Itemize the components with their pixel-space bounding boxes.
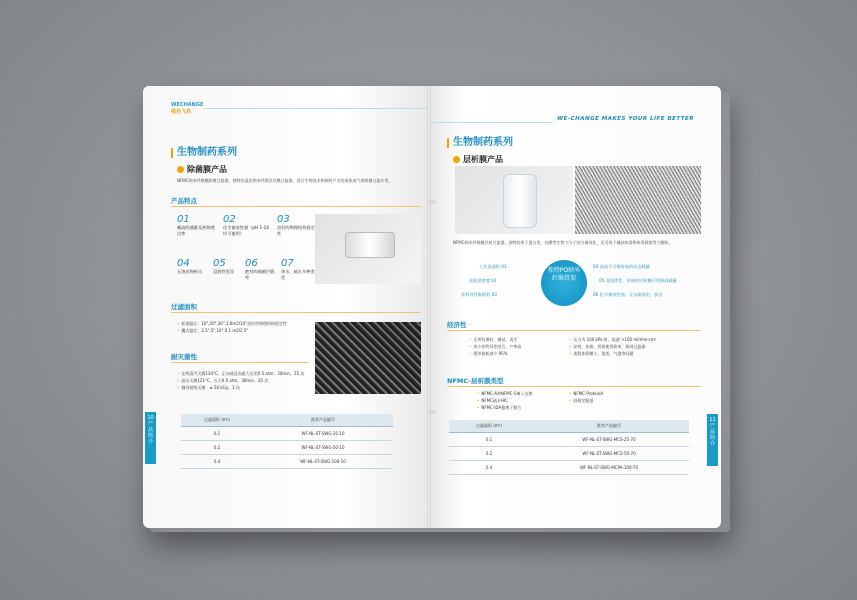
types-rule xyxy=(447,386,701,387)
table-header: 过滤面积 (m²) xyxy=(181,414,253,427)
table-row xyxy=(181,427,393,441)
feature-number: 03 xyxy=(277,214,290,225)
sterilization-item: • 在线蒸汽灭菌134°C，正向或反向最大压差0.5 atm，20min，25 次 xyxy=(177,370,317,377)
table-cell: WF-NL-ST-SWG-MCS-50-70 xyxy=(529,447,689,461)
feature-text: 化学兼容性强（pH 1-14均可使用） xyxy=(223,225,269,236)
sterilization-item: • 高压灭菌121°C，压力0.0 atm，30min，25 次 xyxy=(177,377,317,384)
feature-label: 高配基密度 02 xyxy=(469,278,497,283)
type-item: • 固相定配基 xyxy=(569,397,669,404)
area-item: • 标准滤芯：10",20",30",1.0m2/10"良好的物理结构稳定性 xyxy=(177,320,313,327)
table-header-row xyxy=(449,420,689,433)
type-item: • NFMC疏水HIC xyxy=(477,397,567,404)
page-tab xyxy=(145,412,156,464)
feature-text: 颇高的通量及药物透过率 xyxy=(177,225,215,236)
feature-number: 06 xyxy=(245,258,258,269)
slogan: WE-CHANGE MAKES YOUR LIFE BETTER xyxy=(557,116,695,122)
types-list-left xyxy=(477,390,567,411)
sterilization-title: 耐灭菌性 xyxy=(171,353,197,361)
center-label: 独特PO纳米纤维骨架 xyxy=(547,267,581,282)
table-cell: 0.1 xyxy=(181,427,253,441)
types-title: NFMC-层析膜类型 xyxy=(447,377,504,385)
spine xyxy=(427,86,431,528)
table-header: 过滤面积 (m²) xyxy=(449,420,529,433)
feature-item xyxy=(277,214,315,237)
table-row xyxy=(181,441,393,455)
features-rule xyxy=(171,206,421,207)
feature-number: 05 xyxy=(213,258,226,269)
feature-label: 06 化学兼容性强，无杂质溶出，析出 xyxy=(593,292,663,297)
feature-number: 02 xyxy=(223,214,236,225)
table-header-row xyxy=(181,414,393,427)
capsule-shape xyxy=(345,232,395,258)
table-row xyxy=(449,447,689,461)
intro-text: NFMC纳米纤维膜层析过滤器，独特的用于蛋白类，抗酸等生物大分子的分离纯化，还可用于捕获病毒和病毒载体等大颗粒。 xyxy=(453,240,673,245)
economy-item: • 无须装填柱，测试，再生 xyxy=(469,336,579,343)
dot-icon xyxy=(453,156,460,163)
economy-list-left xyxy=(469,336,579,357)
left-page xyxy=(143,86,429,528)
table-row xyxy=(449,433,689,447)
product-title xyxy=(453,154,503,165)
feature-label: 大比表面积 01 xyxy=(479,264,507,269)
header-rule xyxy=(429,122,553,123)
economy-item: • 缓冲液耗减少 95% xyxy=(469,350,579,357)
features-diagram xyxy=(449,256,709,308)
features-title: 产品特点 xyxy=(171,197,197,205)
membrane-capsule-image xyxy=(455,166,573,234)
feature-item xyxy=(223,214,269,237)
economy-item: • 压力为 100 kPa 时，流速 >100 ml/min·cm² xyxy=(569,336,705,343)
product-table xyxy=(449,420,689,475)
feature-label: 04 高流下可保持高的动态载量 xyxy=(593,264,650,269)
page-tab xyxy=(707,414,718,466)
page-number: 10 xyxy=(147,415,154,421)
product-table xyxy=(181,414,393,469)
table-header: 推荐产品编号 xyxy=(529,420,689,433)
table-header: 推荐产品编号 xyxy=(253,414,393,427)
page-number: 11 xyxy=(709,417,716,423)
table-cell: WF-NL-ST-SWG-50-10 xyxy=(253,441,393,455)
feature-number: 01 xyxy=(177,214,190,225)
logo-cn: 维昌飞高 xyxy=(171,109,192,115)
table-row xyxy=(181,455,393,469)
feature-text: 无溶出物析出 xyxy=(177,269,203,274)
type-item: • NFMC-IDA螯离子整合 xyxy=(477,404,567,411)
feature-label: 05 非连续性，传统的层析膜可用降低载量 xyxy=(599,278,677,283)
area-rule xyxy=(171,312,421,313)
feature-label: 非特异性吸附低 03 xyxy=(461,292,497,297)
economy-title: 经济性 xyxy=(447,321,467,329)
feature-number: 04 xyxy=(177,258,190,269)
area-list xyxy=(177,320,313,334)
staple xyxy=(428,410,436,414)
economy-item: • 更少非特异性结合，产率高 xyxy=(469,343,579,350)
economy-item: • 安装，连接，拆换使用简单，如同过滤器 xyxy=(569,343,705,350)
economy-list-right xyxy=(569,336,705,357)
feature-item xyxy=(245,258,277,281)
table-cell: 0.4 xyxy=(449,461,529,475)
tab-label: 产品简介 xyxy=(147,421,153,445)
feature-item xyxy=(281,258,317,281)
feature-item xyxy=(177,258,209,275)
table-cell: WF-NL-ST-SWG-MCPA-100-70 xyxy=(529,461,689,475)
brand-logo xyxy=(171,102,203,115)
right-page xyxy=(429,86,721,528)
table-cell: 0.1 xyxy=(449,433,529,447)
header-rule xyxy=(203,108,429,109)
type-item: • NFMC-A和NFMC-S离子交换 xyxy=(477,390,567,397)
feature-text: 余水，疏水多种类型 xyxy=(281,269,315,280)
sterilization-item: • 伽玛射线灭菌：≤ 50 kGy，1 次 xyxy=(177,384,317,391)
sterilization-rule xyxy=(171,362,309,363)
staple xyxy=(428,200,436,204)
feature-text: 浸润性优异 xyxy=(213,269,234,274)
product-title-text: 除菌膜产品 xyxy=(187,165,227,174)
feature-number: 07 xyxy=(281,258,294,269)
dot-icon xyxy=(177,166,184,173)
fiber-sem-image xyxy=(575,166,701,234)
type-item: • NFMC-ProteinA xyxy=(569,390,669,397)
logo-en: WECHANGE xyxy=(171,102,204,108)
product-title xyxy=(177,164,227,175)
center-circle xyxy=(541,260,587,306)
table-cell: WF-NL-ST-SWG-25-10 xyxy=(253,427,393,441)
series-title: 生物制药系列 xyxy=(171,148,237,158)
table-cell: 0.2 xyxy=(449,447,529,461)
sem-image xyxy=(315,322,421,394)
area-title: 过滤面积 xyxy=(171,303,197,311)
table-cell: 0.4 xyxy=(181,455,253,469)
capsule-shape xyxy=(503,174,537,228)
series-title: 生物制药系列 xyxy=(447,138,513,148)
product-title-text: 层析膜产品 xyxy=(463,155,503,164)
tab-label: 产品简介 xyxy=(709,423,715,447)
economy-rule xyxy=(447,330,701,331)
feature-item xyxy=(177,214,215,237)
table-row xyxy=(449,461,689,475)
table-cell: WF-NL-ST-SWG-MCS-25-70 xyxy=(529,433,689,447)
table-cell: 0.2 xyxy=(181,441,253,455)
intro-text: NFMC纳米纤维膜除菌过滤器，独特的湿法纳米纤维涂层膜过滤器，适合生物技术和制药产业的液体或气体除菌过滤应用。 xyxy=(177,178,393,183)
sterilization-list xyxy=(177,370,317,391)
economy-item: • 流程体积膜小，依类，气泡等问题 xyxy=(569,350,705,357)
table-cell: WF-NL-ST-SWG-100-10 xyxy=(253,455,393,469)
filter-capsule-image xyxy=(315,214,421,284)
types-list-right xyxy=(569,390,669,404)
area-item: • 囊式滤芯：2.5",5",10",0.1 m2/2.5" xyxy=(177,327,313,334)
feature-item xyxy=(213,258,241,275)
feature-text: 绝对的细菌拦截率 xyxy=(245,269,275,280)
feature-text: 良好的物理结构稳定性 xyxy=(277,225,315,236)
